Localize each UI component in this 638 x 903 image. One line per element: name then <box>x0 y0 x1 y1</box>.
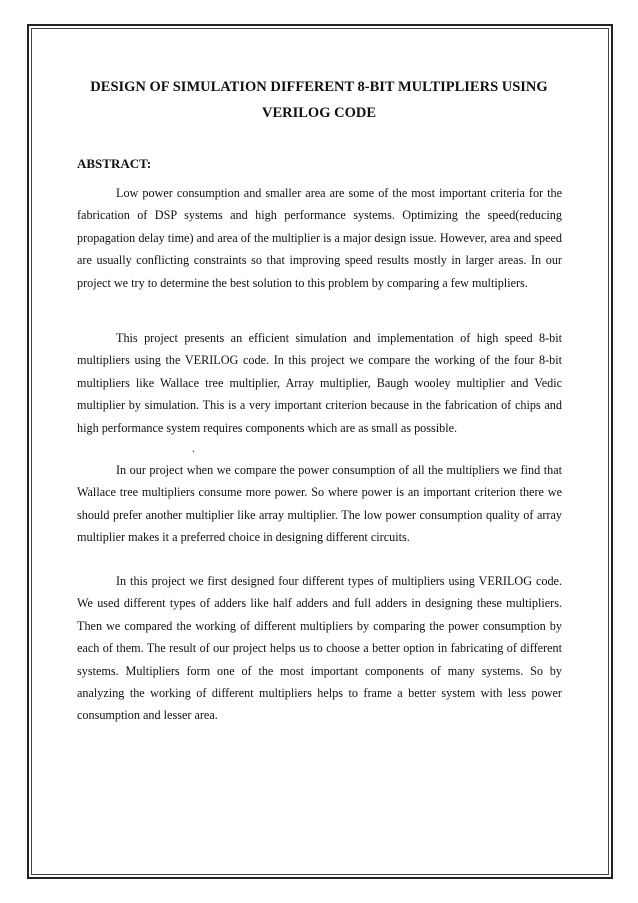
document-title-line-2: VERILOG CODE <box>261 105 376 121</box>
page-border <box>27 24 613 879</box>
abstract-heading: ABSTRACT: <box>77 156 152 171</box>
abstract-paragraph-1: Low power consumption and smaller area are some of the most important criteria for the fabrication of DSP systems and high performance systems. Optimizing the speed(reducing propagation delay time) and area of the multiplier is a major design issue. However, area and speed are usually conflicting constraints so that improving speed results mostly in larger areas. In our project we try to determine the best solution to this problem by comparing a few multipliers. <box>77 186 562 290</box>
document-title-line-1: DESIGN OF SIMULATION DIFFERENT 8-BIT MULTIPLIERS USING <box>90 79 548 95</box>
abstract-paragraph-4: In this project we first designed four different types of multipliers using VERILOG code. We used different types of adders like half adders and full adders in designing these multipliers. Then we compared the working of different multipliers by comparing the power consumption by each of them. The result of our project helps us to choose a better option in fabricating of different systems. Multipliers form one of the most important components of many systems. So by analyzing the working of different multipliers helps to frame a better system with less power consumption and lesser area. <box>77 574 562 723</box>
stray-dot: . <box>192 441 195 455</box>
abstract-paragraph-2: This project presents an efficient simulation and implementation of high speed 8-bit multipliers using the VERILOG code. In this project we compare the working of the four 8-bit multipliers like Wallace tree multiplier, Array multiplier, Baugh wooley multiplier and Vedic multiplier by simulation. This is a very important criterion because in the fabrication of chips and high performance system requires components which are as small as possible. <box>77 331 562 435</box>
abstract-paragraph-3: In our project when we compare the power consumption of all the multipliers we find that Wallace tree multipliers consume more power. So where power is an important criterion there we should prefer another multiplier like array multiplier. The low power consumption quality of array multiplier makes it a preferred choice in designing different circuits. <box>77 463 562 545</box>
